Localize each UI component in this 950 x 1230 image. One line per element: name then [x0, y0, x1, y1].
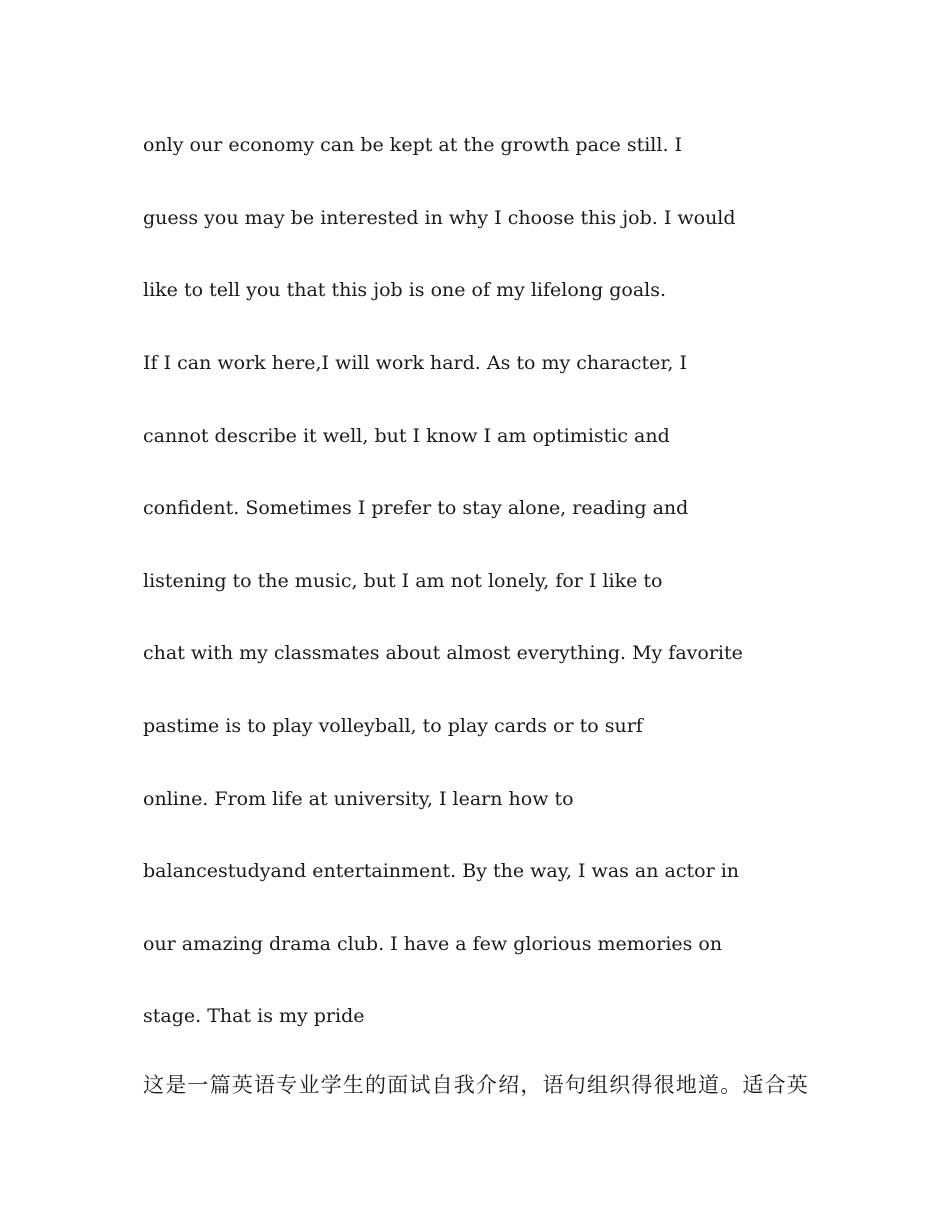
text-line: listening to the music, but I am not lonely, for I like to [143, 570, 663, 592]
text-line: balancestudyand entertainment. By the way, I was an actor in [143, 860, 740, 882]
chinese-text-line: 这是一篇英语专业学生的面试自我介绍，语句组织得很地道。适合英 [143, 1073, 809, 1097]
text-line: like to tell you that this job is one of my lifelong goals. [143, 279, 667, 301]
text-line: our amazing drama club. I have a few glorious memories on [143, 933, 723, 955]
text-line: confident. Sometimes I prefer to stay alone, reading and [143, 497, 689, 519]
text-line: stage. That is my pride [143, 1005, 365, 1027]
text-line: online. From life at university, I learn how to [143, 788, 574, 810]
text-line: If I can work here,I will work hard. As to my character, I [143, 352, 687, 374]
text-line: only our economy can be kept at the growth pace still. I [143, 134, 683, 156]
text-line: chat with my classmates about almost everything. My favorite [143, 642, 743, 664]
text-line: guess you may be interested in why I choose this job. I would [143, 207, 736, 229]
text-line: pastime is to play volleyball, to play cards or to surf [143, 715, 643, 737]
text-line: cannot describe it well, but I know I am optimistic and [143, 425, 670, 447]
